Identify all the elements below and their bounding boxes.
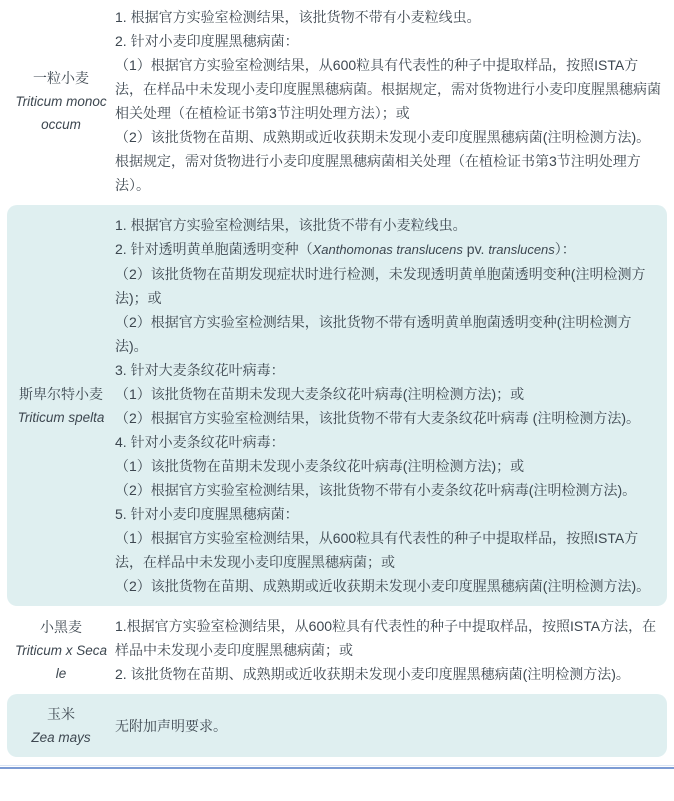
clause-text: 2. 针对小麦印度腥黑穗病菌： <box>115 33 299 49</box>
species-chinese-name: 小黑麦 <box>40 619 82 635</box>
bottom-divider <box>0 765 674 769</box>
requirement-clause <box>115 478 661 502</box>
requirement-clause <box>115 502 661 526</box>
latin-scientific-name: Xanthomonas translucens <box>312 242 463 257</box>
species-latin-name: Triticum spelta <box>17 410 105 425</box>
latin-scientific-name: translucens <box>488 242 555 257</box>
clause-text: ）： <box>554 241 576 257</box>
clause-text: 1. 根据官方实验室检测结果，该批货物不带有小麦粒线虫。 <box>115 9 481 25</box>
divider-light-line <box>0 765 674 766</box>
requirements-cell <box>115 213 667 598</box>
requirement-clause <box>115 53 661 125</box>
requirements-cell <box>115 702 667 749</box>
requirement-clause <box>115 29 661 53</box>
requirements-cell <box>115 614 667 686</box>
table-row <box>7 2 667 200</box>
clause-text: 1.根据官方实验室检测结果，从600粒具有代表性的种子中提取样品，按照ISTA方法，在样品中未发现小麦印度腥黑穗病菌；或 <box>115 618 657 658</box>
clause-text: 4. 针对小麦条纹花叶病毒： <box>115 434 285 450</box>
species-latin-name: Zea mays <box>31 730 91 745</box>
table-row <box>7 205 667 606</box>
requirement-clause <box>115 262 661 310</box>
species-name-cell <box>7 213 115 598</box>
species-name-cell <box>7 5 115 197</box>
requirement-clause <box>115 714 661 738</box>
clause-text: 无附加声明要求。 <box>115 717 227 734</box>
requirement-clause <box>115 310 661 358</box>
requirement-clause <box>115 526 661 574</box>
clause-text: 2. 针对透明黄单胞菌透明变种（ <box>115 241 313 257</box>
species-latin-name: Triticum x Secale <box>14 643 107 681</box>
requirement-clause <box>115 237 661 262</box>
requirement-clause <box>115 430 661 454</box>
clause-text: （1）该批货物在苗期未发现小麦条纹花叶病毒(注明检测方法)；或 <box>115 458 525 474</box>
clause-text: （2）根据官方实验室检测结果，该批货物不带有大麦条纹花叶病毒 (注明检测方法)。 <box>115 410 640 426</box>
quarantine-requirements-table <box>0 2 674 757</box>
species-name-cell <box>7 702 115 749</box>
requirement-clause <box>115 358 661 382</box>
requirement-clause <box>115 382 661 406</box>
species-chinese-name: 斯卑尔特小麦 <box>19 386 103 402</box>
requirements-cell <box>115 5 667 197</box>
requirement-clause <box>115 5 661 29</box>
clause-text: （2）该批货物在苗期、成熟期或近收获期未发现小麦印度腥黑穗病菌(注明检测方法)。根据规定，需对货物进行小麦印度腥黑穗病菌相关处理（在植检证书第3节注明处理方法）。 <box>115 129 651 193</box>
requirement-clause <box>115 125 661 197</box>
species-name-cell <box>7 614 115 686</box>
species-chinese-name: 一粒小麦 <box>33 70 89 86</box>
requirement-clause <box>115 213 661 237</box>
clause-text: （2）根据官方实验室检测结果，该批货物不带有透明黄单胞菌透明变种(注明检测方法)。 <box>115 314 632 354</box>
clause-text: 5. 针对小麦印度腥黑穗病菌： <box>115 506 299 522</box>
clause-text: pv. <box>462 241 489 257</box>
requirement-clause <box>115 406 661 430</box>
table-row <box>7 611 667 689</box>
clause-text: 1. 根据官方实验室检测结果，该批货不带有小麦粒线虫。 <box>115 217 467 233</box>
requirement-clause <box>115 614 661 662</box>
table-row <box>7 694 667 757</box>
species-chinese-name: 玉米 <box>47 706 75 722</box>
clause-text: （2）该批货物在苗期发现症状时进行检测，未发现透明黄单胞菌透明变种(注明检测方法)；或 <box>115 266 646 306</box>
clause-text: 2. 该批货物在苗期、成熟期或近收获期未发现小麦印度腥黑穗病菌(注明检测方法)。 <box>115 666 630 682</box>
clause-text: （1）根据官方实验室检测结果，从600粒具有代表性的种子中提取样品，按照ISTA方法，在样品中未发现小麦印度腥黑穗病菌。根据规定，需对货物进行小麦印度腥黑穗病菌相关处理（在植检证书第3节注明处理方法）；或 <box>115 57 661 121</box>
species-latin-name: Triticum monococcum <box>15 94 107 132</box>
clause-text: （2）根据官方实验室检测结果，该批货物不带有小麦条纹花叶病毒(注明检测方法)。 <box>115 482 637 498</box>
divider-dark-line <box>0 767 674 769</box>
requirement-clause <box>115 662 661 686</box>
requirement-clause <box>115 574 661 598</box>
clause-text: （1）该批货物在苗期未发现大麦条纹花叶病毒(注明检测方法)；或 <box>115 386 525 402</box>
requirement-clause <box>115 454 661 478</box>
clause-text: 3. 针对大麦条纹花叶病毒： <box>115 362 285 378</box>
clause-text: （1）根据官方实验室检测结果，从600粒具有代表性的种子中提取样品，按照ISTA方法，在样品中未发现小麦印度腥黑穗病菌；或 <box>115 530 639 570</box>
clause-text: （2）该批货物在苗期、成熟期或近收获期未发现小麦印度腥黑穗病菌(注明检测方法)。 <box>115 578 651 594</box>
